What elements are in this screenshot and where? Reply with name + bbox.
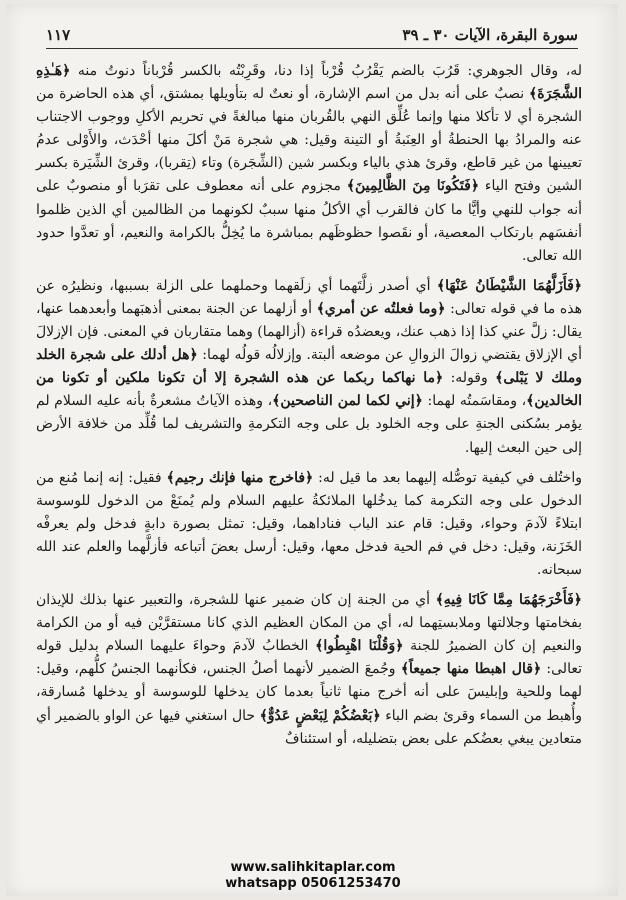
quran-quote: ﴿وَقُلْنَا اهْبِطُوا﴾ xyxy=(315,638,404,655)
body-text: وقوله: xyxy=(443,370,496,387)
page-header xyxy=(46,20,578,44)
quran-quote: ﴿إني لكما لمن الناصحين﴾ xyxy=(272,393,423,410)
body-text: نصبٌ على أنه بدل من اسم الإشارة، أو نعتٌ له بتأويلها بمشتق، أي هذه الحاضرة من الشجرة أي لا تأكلا منها وإنما عُلِّق النهي بالقُربان منها مبالغةً في تحريم الأكلِ ووجوب الاجتناب عنه والمرادُ بها الحنطةُ أو العِنَبةُ أو التينة وقيل: هي شجرة مَنْ أكلَ منها أحْدَث، والأَوْلى عدمُ تعيينها من غير قاطع، وقرئ هذي بالياء وبكسر شين (الشِّجَرة) وتاء (تِقربا)، وقرئ الشِّيَرة بكسر الشين وفتح الياء xyxy=(36,86,583,195)
body-text: مجزوم على أنه معطوف على تقرَبا أو منصوبٌ على أنه جواب للنهي وأيًّا ما كان فالقرب أي الأكلُ منها سببٌ لكونهما من الظالمين أي الذين ظلموا أنفسَهم بارتكاب المعصية، أو نقَصوا حظوظَهم بمباشرة ما يُخِلُّ بالكرامة والنعيم، أو تعدَّوا حدود الله تعالى. xyxy=(36,178,582,264)
body-text: واختُلف في كيفية توصُّله إليهما بعد ما قيل له: xyxy=(313,469,582,486)
quran-quote: ﴿قال اهبطا منها جميعاً﴾ xyxy=(400,661,542,678)
whatsapp-watermark: whatsapp 05061253470 xyxy=(225,876,401,891)
body-text: وجُمعَ الضمير لأنهما أصلُ الجنس، فكأنهما الجنسُ كلُّهم، وقيل: لهما وللحية وإبليسَ على أنه أخرج منها ثانياً بعدما كان يدخلها للوسوسة أو يدخلها مُسارقة، وأُهبط من السماء وقرئ بضم الباء xyxy=(36,661,582,724)
body-text: حال استغني فيها عن الواو بالضمير أي متعادين يبغي بعضُكم على بعض بتضليله، أو استئنافٌ xyxy=(36,707,582,747)
body-text: فقيل: إنه إنما مُنع من الدخول على وجه التكرمة كما يدخُلها الملائكةُ عليهم السلام ولم يُمنَعْ من الدخول للوسوسة ابتلاءً لآدمَ وحواء، وقيل: قام عند الباب فناداهما، وقيل: تمثل بصورة دابةٍ فدخل ولم يعرفْه الخَزَنة، وقيل: دخل في فم الحية فدخل معها، وقيل: أرسل بعضَ أتباعه فأزلَّهما والعلم عند الله سبحانه. xyxy=(36,469,582,578)
body-text: الخطابُ لآدمَ وحواءَ عليهما السلام بدليل قوله تعالى: xyxy=(36,638,582,678)
body-text: أو أزلهما عن الجنة بمعنى أذهبَهما وأبعدهما عنها، يقال: زلَّ عني كذا إذا ذهب عنك، ويعضدُه قراءة (أزالهما) وهما متقاربان في المعنى. فإن الإزلالَ أي الإزلاق يقتضي زوالَ الزوالِ عن موضعه ألبتة. وإزلالُه قولُه لهما: xyxy=(36,300,582,364)
quran-quote: ﴿هَـٰذِهِ الشَّجَرَةَ﴾ xyxy=(36,63,582,103)
book-page xyxy=(6,4,618,896)
quran-quote: ﴿بَعْضُكُمْ لِبَعْضٍ عَدُوٌّ﴾ xyxy=(259,707,381,724)
watermark-footer xyxy=(0,860,626,892)
page-number: ١١٧ xyxy=(46,26,71,44)
quran-quote: ﴿فاخرج منها فإنك رجيم﴾ xyxy=(166,469,314,486)
page-body xyxy=(36,60,582,758)
website-watermark: www.salihkitaplar.com xyxy=(230,860,396,875)
paragraph xyxy=(36,275,582,460)
body-text: أي من الجنة إن كان ضمير عنها للشجرة، والتعبير عنها بذلك للإيذان بفخامتها وجلالتها وملابستِهما له، أي من المكان العظيم الذي كانا مستقرَّيْن فيه أو من الكرامة والنعيم إن كان الضميرُ للجنة xyxy=(36,592,582,655)
quran-quote: ﴿فَأَزَلَّهُمَا الشَّيْطَانُ عَنْهَا﴾ xyxy=(436,277,583,294)
header-rule xyxy=(46,48,578,49)
paragraph xyxy=(36,60,582,268)
quran-quote: ﴿ما نهاكما ربكما عن هذه الشجرة إلا أن تكونا ملكين أو تكونا من الخالدين﴾ xyxy=(36,370,582,410)
body-text: ، وهذه الآياتُ مشعرةٌ بأنه عليه السلام لم يؤمر بسُكنى الجنةِ على وجه الخلود بل على وجه التكرمةِ والتشريف لما قُلِّد من خلافة الأرض إلى حين البعث إليها. xyxy=(36,393,582,456)
quran-quote: ﴿فَتَكُونَا مِنَ الظَّالِمِينَ﴾ xyxy=(346,178,480,195)
body-text: له، وقال الجوهري: قَرُبَ بالضم يَقْرُبُ قُرْباً إذا دنا، وقَرِبْتُه بالكسر قُرْباناً دنوتُ منه xyxy=(70,63,582,79)
body-text: ، ومقاسَمتُه لهما: xyxy=(422,393,527,410)
paragraph xyxy=(36,467,582,582)
surah-title: سورة البقرة، الآيات ٣٠ ـ ٣٩ xyxy=(402,26,578,44)
body-text: أي أصدر زلَّتَهما أي زلَقهما وحملهما على الزلة بسببها، ونظيرُه عن هذه ما في قوله تعالى: xyxy=(36,277,582,317)
quran-quote: ﴿وما فعلتُه عن أمري﴾ xyxy=(316,300,446,317)
quran-quote: ﴿هل أدلك على شجرة الخلد وملك لا يَبْلى﴾ xyxy=(36,347,582,387)
quran-quote: ﴿فَأَخْرَجَهُمَا مِمَّا كَانَا فِيهِ﴾ xyxy=(435,592,582,609)
paragraph xyxy=(36,589,582,751)
